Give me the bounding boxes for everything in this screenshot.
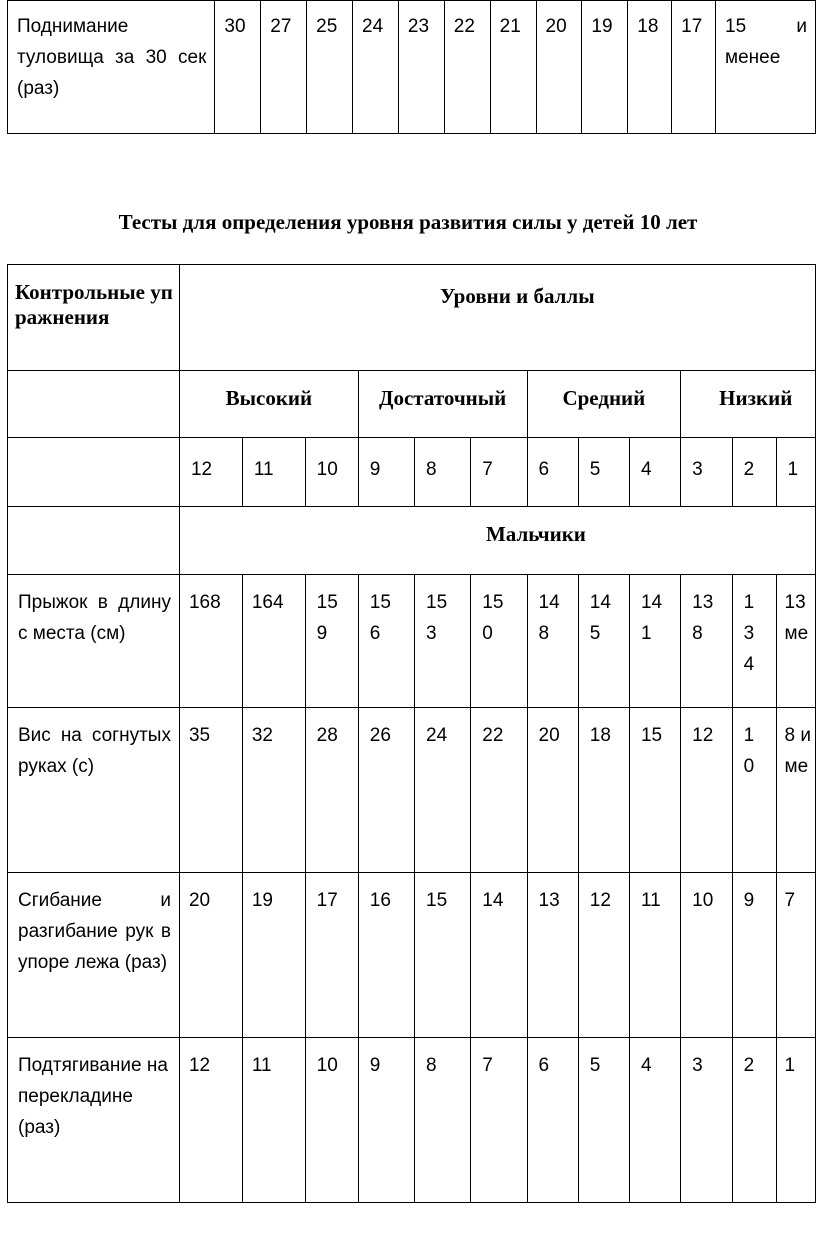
sit-up-table [7,0,816,134]
empty-cell [8,438,180,507]
value-cell: 5 [578,1038,629,1203]
value-cell: 16 [358,873,414,1038]
value-cell: 11 [629,873,680,1038]
value-cell: 7 [471,1038,527,1203]
table-row [8,507,816,575]
value-cell: 20 [536,1,582,134]
group-boys: Мальчики [179,507,815,575]
table-row [8,575,816,708]
score-cell: 3 [681,438,732,507]
value-cell: 15 [415,873,471,1038]
level-average: Средний [527,371,681,438]
value-cell: 22 [471,708,527,873]
score-cell: 2 [732,438,776,507]
value-cell: 35 [179,708,242,873]
value-cell: 7 [776,873,816,1038]
value-cell: 14 [471,873,527,1038]
score-cell: 5 [578,438,629,507]
score-cell: 7 [471,438,527,507]
value-cell: 13 ме [776,575,816,708]
value-cell: 148 [527,575,578,708]
value-cell: 159 [305,575,358,708]
table-row [8,438,816,507]
value-cell: 32 [242,708,305,873]
score-cell: 1 [776,438,816,507]
score-cell: 8 [415,438,471,507]
header-exercises: Контрольные упражнения [8,265,180,371]
value-cell: 20 [527,708,578,873]
value-cell: 17 [672,1,716,134]
value-cell: 6 [527,1038,578,1203]
empty-cell [8,507,180,575]
table-row [8,371,816,438]
exercise-label: Поднимание туловища за 30 сек (раз) [8,1,215,134]
value-cell: 12 [578,873,629,1038]
value-cell: 9 [358,1038,414,1203]
value-cell: 10 [732,708,776,873]
exercise-name: Сгибание и разгибание рук в упоре лежа (раз) [8,873,180,1038]
value-cell: 15 и менее [716,1,816,134]
value-cell: 20 [179,873,242,1038]
strength-tests-table [7,264,816,1203]
score-cell: 12 [179,438,242,507]
value-cell: 13 [527,873,578,1038]
value-cell: 9 [732,873,776,1038]
value-cell: 24 [353,1,399,134]
score-cell: 6 [527,438,578,507]
value-cell: 168 [179,575,242,708]
value-cell: 10 [681,873,732,1038]
exercise-name: Подтягивание на перекладине (раз) [8,1038,180,1203]
value-cell: 25 [307,1,353,134]
table-row [8,265,816,371]
value-cell: 12 [179,1038,242,1203]
value-cell: 28 [305,708,358,873]
page-title: Тесты для определения уровня развития силы у детей 10 лет [118,210,698,234]
level-sufficient: Достаточный [358,371,527,438]
table-row [8,1,816,134]
value-cell: 26 [358,708,414,873]
empty-cell [8,371,180,438]
value-cell: 164 [242,575,305,708]
value-cell: 4 [629,1038,680,1203]
level-high: Высокий [179,371,358,438]
value-cell: 8 и ме [776,708,816,873]
value-cell: 30 [215,1,261,134]
value-cell: 156 [358,575,414,708]
value-cell: 138 [681,575,732,708]
value-cell: 18 [578,708,629,873]
value-cell: 19 [242,873,305,1038]
table-row [8,708,816,873]
score-cell: 9 [358,438,414,507]
value-cell: 150 [471,575,527,708]
value-cell: 27 [261,1,307,134]
value-cell: 2 [732,1038,776,1203]
table-row [8,873,816,1038]
score-cell: 11 [242,438,305,507]
value-cell: 15 [629,708,680,873]
value-cell: 24 [415,708,471,873]
score-cell: 4 [629,438,680,507]
value-cell: 141 [629,575,680,708]
exercise-name: Вис на согнутых руках (с) [8,708,180,873]
value-cell: 10 [305,1038,358,1203]
value-cell: 1 [776,1038,816,1203]
value-cell: 21 [490,1,536,134]
value-cell: 22 [444,1,490,134]
value-cell: 145 [578,575,629,708]
level-low: Низкий [681,371,816,438]
value-cell: 23 [398,1,444,134]
table-row [8,1038,816,1203]
value-cell: 19 [582,1,628,134]
value-cell: 153 [415,575,471,708]
value-cell: 12 [681,708,732,873]
exercise-name: Прыжок в длину с места (см) [8,575,180,708]
score-cell: 10 [305,438,358,507]
value-cell: 17 [305,873,358,1038]
value-cell: 8 [415,1038,471,1203]
value-cell: 3 [681,1038,732,1203]
value-cell: 18 [628,1,672,134]
value-cell: 11 [242,1038,305,1203]
value-cell: 134 [732,575,776,708]
header-levels: Уровни и баллы [179,265,815,371]
